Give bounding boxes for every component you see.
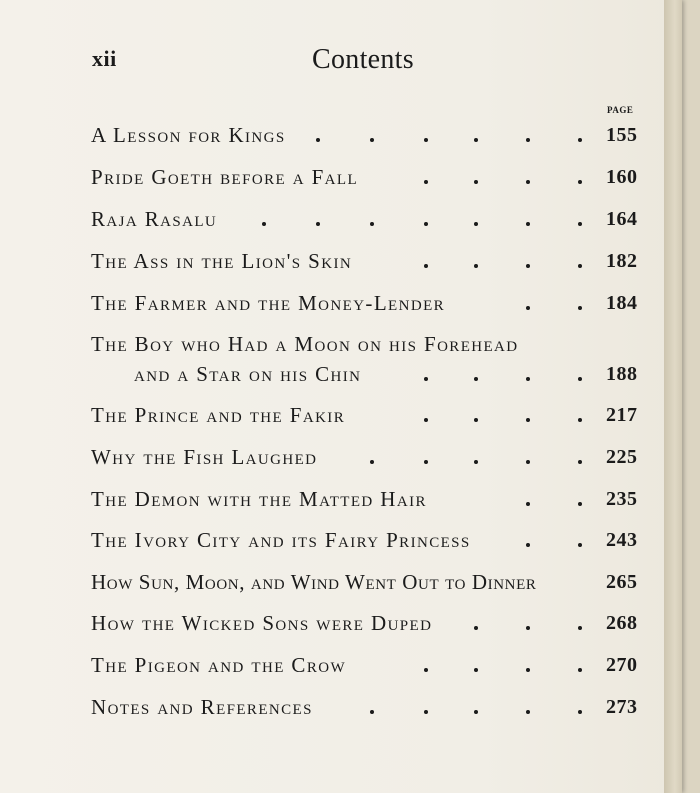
- toc-entry-title: Why the Fish Laughed: [91, 445, 318, 469]
- toc-entry-page: 225: [606, 446, 638, 468]
- toc-entry-title: How Sun, Moon, and Wind Went Out to Dinner: [91, 570, 537, 594]
- toc-entry-page: 160: [606, 166, 638, 188]
- toc-entry-title: A Lesson for Kings: [91, 123, 286, 147]
- toc-entry-title: The Demon with the Matted Hair: [91, 487, 427, 511]
- toc-entry: [0, 331, 682, 357]
- toc-entry: [0, 569, 682, 595]
- toc-entry: [0, 164, 682, 190]
- page-title: Contents: [312, 44, 414, 75]
- toc-entry-continuation: [0, 361, 682, 387]
- toc-entry-page: 188: [606, 363, 638, 385]
- toc-entry: [0, 652, 682, 678]
- toc-entry-title: The Ass in the Lion's Skin: [91, 249, 353, 273]
- toc-entry-page: 184: [606, 292, 638, 314]
- toc-entry-page: 182: [606, 250, 638, 272]
- toc-entry-page: 273: [606, 696, 638, 718]
- toc-entry: [0, 402, 682, 428]
- page-folio: xii: [92, 46, 117, 71]
- toc-entry-page: 235: [606, 488, 638, 510]
- toc-entry-title: The Boy who Had a Moon on his Forehead: [91, 332, 519, 356]
- toc-entry: [0, 444, 682, 470]
- toc-entry-title: Notes and References: [91, 695, 313, 719]
- toc-entry-title: Raja Rasalu: [91, 207, 218, 231]
- toc-entry: [0, 248, 682, 274]
- toc-entry-page: 270: [606, 654, 638, 676]
- toc-entry-title: The Ivory City and its Fairy Princess: [91, 528, 471, 552]
- toc-entry-title: The Prince and the Fakir: [91, 403, 346, 427]
- toc-entry-page: 268: [606, 612, 638, 634]
- toc-entry-title: The Farmer and the Money-Lender: [91, 291, 446, 315]
- toc-entry-page: 217: [606, 404, 638, 426]
- toc-entry-title: Pride Goeth before a Fall: [91, 165, 359, 189]
- toc-entry-title: The Pigeon and the Crow: [91, 653, 347, 677]
- toc-entry-title: How the Wicked Sons were Duped: [91, 611, 433, 635]
- toc-entry-page: 155: [606, 124, 638, 146]
- toc-entry-page: 265: [606, 571, 638, 593]
- page-column-label: PAGE: [607, 105, 634, 115]
- toc-entry: [0, 694, 682, 720]
- toc-entry: [0, 527, 682, 553]
- toc-entry: [0, 486, 682, 512]
- toc-entry-title: and a Star on his Chin: [134, 362, 362, 386]
- toc-entry-page: 243: [606, 529, 638, 551]
- toc-entry: [0, 610, 682, 636]
- toc-entry: [0, 206, 682, 232]
- toc-entry: [0, 122, 682, 148]
- toc-entry-page: 164: [606, 208, 638, 230]
- toc-entry: [0, 290, 682, 316]
